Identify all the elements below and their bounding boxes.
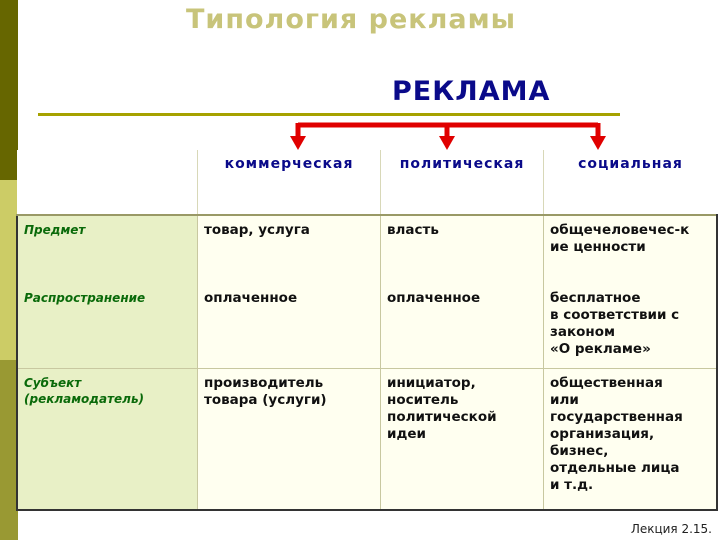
cell-social xyxy=(544,369,718,511)
root-label: РЕКЛАМА xyxy=(392,76,551,107)
arrow-head-right xyxy=(590,136,606,150)
cell-text: общественная или государственная организация, бизнес, отдельные лица и т.д. xyxy=(550,375,683,493)
cell-commercial xyxy=(198,215,381,284)
row-label-text: Субъект (рекламодатель) xyxy=(24,376,145,406)
cell-text: оплаченное xyxy=(204,290,298,306)
cell-text: товар, услуга xyxy=(204,222,310,238)
typology-table xyxy=(16,150,718,511)
row-label xyxy=(17,369,198,511)
row-label xyxy=(17,215,198,284)
header-social: социальная xyxy=(544,150,718,215)
cell-political xyxy=(381,215,544,284)
cell-text: общечеловечес-к ие ценности xyxy=(550,222,690,255)
cell-social xyxy=(544,215,718,284)
slide-title: Типология рекламы xyxy=(186,4,517,35)
cell-text: производитель товара (услуги) xyxy=(204,375,327,408)
cell-political xyxy=(381,369,544,511)
cell-text: власть xyxy=(387,222,439,238)
header-row xyxy=(17,150,717,215)
table-row xyxy=(17,284,717,369)
arrow-head-center xyxy=(439,136,455,150)
row-label xyxy=(17,284,198,369)
header-political: политическая xyxy=(381,150,544,215)
cell-text: оплаченное xyxy=(387,290,481,306)
header-commercial: коммерческая xyxy=(198,150,381,215)
branch-arrows xyxy=(0,0,720,160)
cell-social xyxy=(544,284,718,369)
table-row xyxy=(17,369,717,511)
footer-lecture-number: Лекция 2.15. xyxy=(630,522,712,536)
cell-commercial xyxy=(198,284,381,369)
row-label-text: Предмет xyxy=(24,223,86,237)
cell-commercial xyxy=(198,369,381,511)
header-empty-cell xyxy=(17,150,198,215)
cell-political xyxy=(381,284,544,369)
table-row xyxy=(17,215,717,284)
row-label-text: Распространение xyxy=(24,291,146,305)
arrow-head-left xyxy=(290,136,306,150)
cell-text: инициатор, носитель политической идеи xyxy=(387,375,497,442)
cell-text: бесплатное в соответствии с законом «О рекламе» xyxy=(550,290,680,357)
